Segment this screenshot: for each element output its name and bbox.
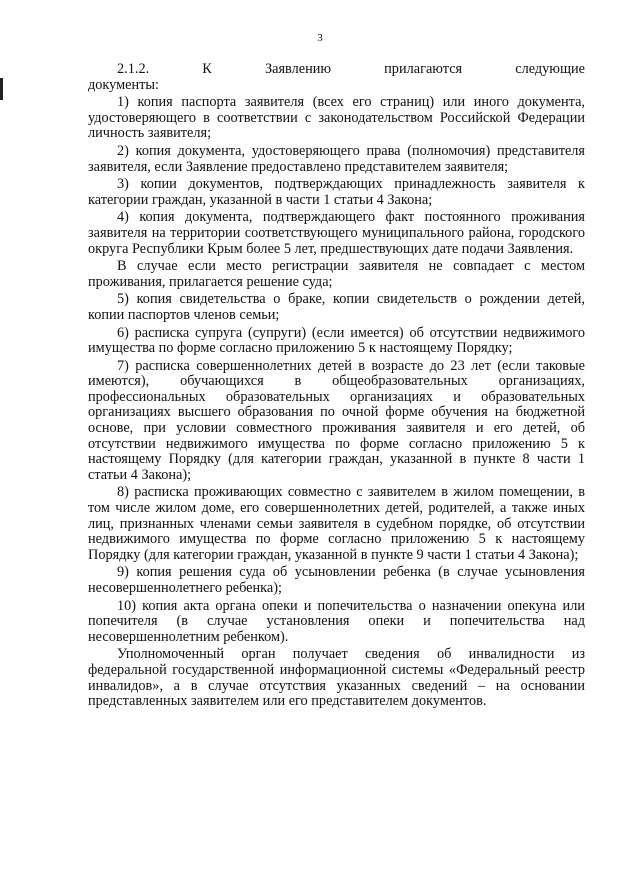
margin-mark bbox=[0, 78, 3, 100]
section-heading-line bbox=[88, 62, 585, 78]
list-item-4: 4) копия документа, подтверждающего факт постоянного проживания заявителя на территории соответствующего муниципального района, городского округа Республики Крым более 5 лет, предшествующих дате подачи Заявления. bbox=[88, 209, 585, 257]
list-item-9: 9) копия решения суда об усыновлении ребенка (в случае усыновления несовершеннолетнего ребенка); bbox=[88, 564, 585, 596]
section-number: 2.1.2. bbox=[117, 61, 150, 77]
list-item-1: 1) копия паспорта заявителя (всех его страниц) или иного документа, удостоверяющего в соответствии с законодательством Российской Федерации личность заявителя; bbox=[88, 94, 585, 142]
list-item-2: 2) копия документа, удостоверяющего права (полномочия) представителя заявителя, если Заявление предоставлено представителем заявителя; bbox=[88, 142, 585, 175]
list-item-8: 8) расписка проживающих совместно с заявителем в жилом помещении, в том числе жилом доме, его совершеннолетних детей, родителей, а также иных лиц, признанных членами семьи заявителя в судебном порядке, об отсутствии недвижимого имущества по форме согласно приложению 5 к настоящему Порядку (для категории граждан, указанной в пункте 9 части 1 статьи 4 Закона); bbox=[88, 484, 585, 563]
heading-word: К bbox=[202, 61, 212, 77]
heading-continuation: документы: bbox=[88, 76, 159, 93]
list-item-4-note: В случае если место регистрации заявителя не совпадает с местом проживания, прилагается решение суда; bbox=[88, 258, 585, 290]
list-item-7: 7) расписка совершеннолетних детей в возрасте до 23 лет (если таковые имеются), обучающихся в общеобразовательных организациях, профессиональных образовательных организациях и образовательных организациях высшего образования по очной форме обучения на бюджетной основе, при условии совместного проживания заявителя и его детей, об отсутствии недвижимого имущества по форме согласно приложению 5 к настоящему Порядку (для категории граждан, указанной в пункте 8 части 1 статьи 4 Закона); bbox=[88, 357, 585, 483]
heading-word: следующие bbox=[515, 61, 585, 77]
heading-word: прилагаются bbox=[384, 61, 463, 77]
page-number: 3 bbox=[317, 32, 323, 44]
list-item-10: 10) копия акта органа опеки и попечительства о назначении опекуна или попечителя (в случае установления опеки и попечительства над несовершеннолетним ребенком). bbox=[88, 597, 585, 645]
heading-word: Заявлению bbox=[264, 61, 332, 77]
list-item-6: 6) расписка супруга (супруги) (если имеется) об отсутствии недвижимого имущества по форме согласно приложению 5 к настоящему Порядку; bbox=[88, 324, 585, 357]
closing-paragraph: Уполномоченный орган получает сведения об инвалидности из федеральной государственной информационной системы «Федеральный реестр инвалидов», а в случае отсутствия указанных сведений – на основании представленных заявителем или его представителем документов. bbox=[88, 646, 585, 710]
list-item-3: 3) копии документов, подтверждающих принадлежность заявителя к категории граждан, указанной в части 1 статьи 4 Закона; bbox=[88, 176, 585, 208]
list-item-5: 5) копия свидетельства о браке, копии свидетельств о рождении детей, копии паспортов членов семьи; bbox=[88, 291, 585, 323]
document-body bbox=[88, 62, 585, 710]
